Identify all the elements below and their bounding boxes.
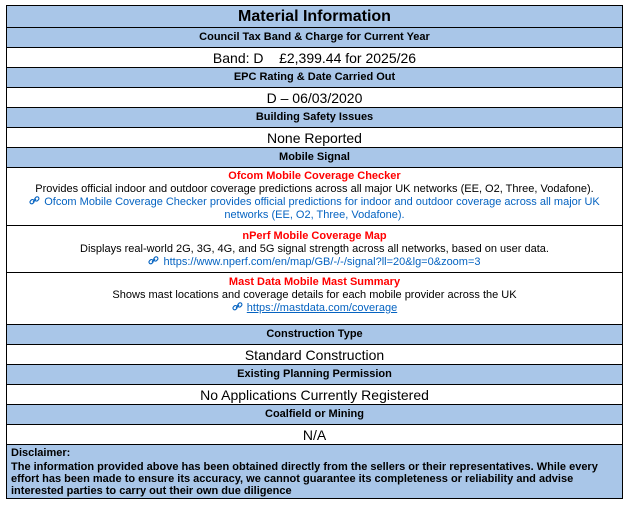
material-information-table	[6, 5, 623, 499]
ofcom-title: Ofcom Mobile Coverage Checker	[228, 170, 401, 182]
nperf-link-text[interactable]: https://www.nperf.com/en/map/GB/-/-/signal?ll=20&lg=0&zoom=3	[163, 256, 481, 268]
ofcom-description: Provides official indoor and outdoor coverage predictions across all major UK networks (EE, O2, Three, Vodafone).	[35, 183, 594, 195]
epc-value: D – 06/03/2020	[6, 87, 623, 107]
disclaimer-text: The information provided above has been obtained directly from the sellers or their representatives. While every effort has been made to ensure its accuracy, we cannot guarantee its completeness or reliability and advise interested parties to carry out their own due diligence	[11, 461, 598, 497]
link-icon	[29, 196, 40, 209]
mobile-signal-header: Mobile Signal	[6, 147, 623, 167]
ofcom-section	[6, 167, 623, 225]
mastdata-link-text[interactable]: https://mastdata.com/coverage	[246, 302, 398, 314]
coalfield-header: Coalfield or Mining	[6, 404, 623, 424]
nperf-title: nPerf Mobile Coverage Map	[242, 230, 387, 242]
building-safety-header: Building Safety Issues	[6, 107, 623, 127]
mastdata-section	[6, 272, 623, 324]
disclaimer-section	[6, 444, 623, 499]
construction-value: Standard Construction	[6, 344, 623, 364]
epc-header: EPC Rating & Date Carried Out	[6, 67, 623, 87]
planning-header: Existing Planning Permission	[6, 364, 623, 384]
coalfield-value: N/A	[6, 424, 623, 444]
ofcom-link[interactable]	[29, 196, 600, 221]
nperf-link[interactable]	[148, 256, 480, 268]
construction-header: Construction Type	[6, 324, 623, 344]
nperf-description: Displays real-world 2G, 3G, 4G, and 5G signal strength across all networks, based on user data.	[80, 243, 549, 255]
building-safety-value: None Reported	[6, 127, 623, 147]
mastdata-description: Shows mast locations and coverage details for each mobile provider across the UK	[112, 289, 517, 301]
council-tax-value: Band: D £2,399.44 for 2025/26	[6, 47, 623, 67]
mastdata-title: Mast Data Mobile Mast Summary	[228, 276, 401, 288]
council-tax-header: Council Tax Band & Charge for Current Year	[6, 27, 623, 47]
mastdata-link[interactable]	[232, 302, 397, 314]
link-icon	[148, 256, 159, 269]
planning-value: No Applications Currently Registered	[6, 384, 623, 404]
nperf-section	[6, 225, 623, 272]
page-title: Material Information	[6, 5, 623, 27]
ofcom-link-text[interactable]: Ofcom Mobile Coverage Checker provides official predictions for indoor and outdoor coverage across all major UK networks (EE, O2, Three, Vodafone).	[44, 196, 600, 221]
link-icon	[232, 302, 243, 315]
disclaimer-label: Disclaimer:	[11, 447, 71, 459]
